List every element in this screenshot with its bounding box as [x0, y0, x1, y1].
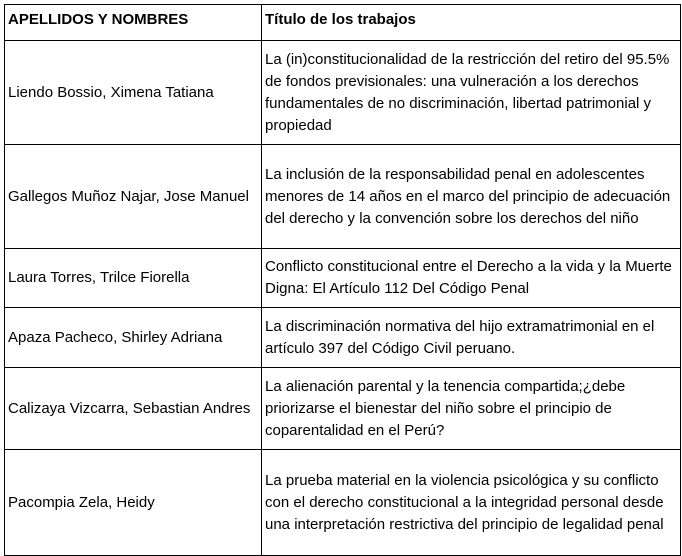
author-name: Laura Torres, Trilce Fiorella: [5, 249, 262, 308]
header-names: APELLIDOS Y NOMBRES: [5, 5, 262, 41]
table-row: [5, 308, 681, 368]
table-row: [5, 41, 681, 145]
table-row: [5, 145, 681, 249]
work-title: La discriminación normativa del hijo extramatrimonial en el artículo 397 del Código Civil peruano.: [262, 308, 681, 368]
header-titles: Título de los trabajos: [262, 5, 681, 41]
table-row: [5, 450, 681, 556]
author-name: Calizaya Vizcarra, Sebastian Andres: [5, 368, 262, 450]
works-table: [4, 4, 681, 556]
work-title: Conflicto constitucional entre el Derecho a la vida y la Muerte Digna: El Artículo 112 Del Código Penal: [262, 249, 681, 308]
work-title: La (in)constitucionalidad de la restricción del retiro del 95.5% de fondos previsionales: una vulneración a los derechos fundamentales de no discriminación, libertad patrimonial y propiedad: [262, 41, 681, 145]
author-name: Pacompia Zela, Heidy: [5, 450, 262, 556]
work-title: La alienación parental y la tenencia compartida;¿debe priorizarse el bienestar del niño sobre el principio de coparentalidad en el Perú?: [262, 368, 681, 450]
work-title: La inclusión de la responsabilidad penal en adolescentes menores de 14 años en el marco del principio de adecuación del derecho y la convención sobre los derechos del niño: [262, 145, 681, 249]
author-name: Liendo Bossio, Ximena Tatiana: [5, 41, 262, 145]
table-header-row: [5, 5, 681, 41]
author-name: Gallegos Muñoz Najar, Jose Manuel: [5, 145, 262, 249]
table-row: [5, 368, 681, 450]
author-name: Apaza Pacheco, Shirley Adriana: [5, 308, 262, 368]
work-title: La prueba material en la violencia psicológica y su conflicto con el derecho constitucional a la integridad personal desde una interpretación restrictiva del principio de legalidad penal: [262, 450, 681, 556]
table-row: [5, 249, 681, 308]
